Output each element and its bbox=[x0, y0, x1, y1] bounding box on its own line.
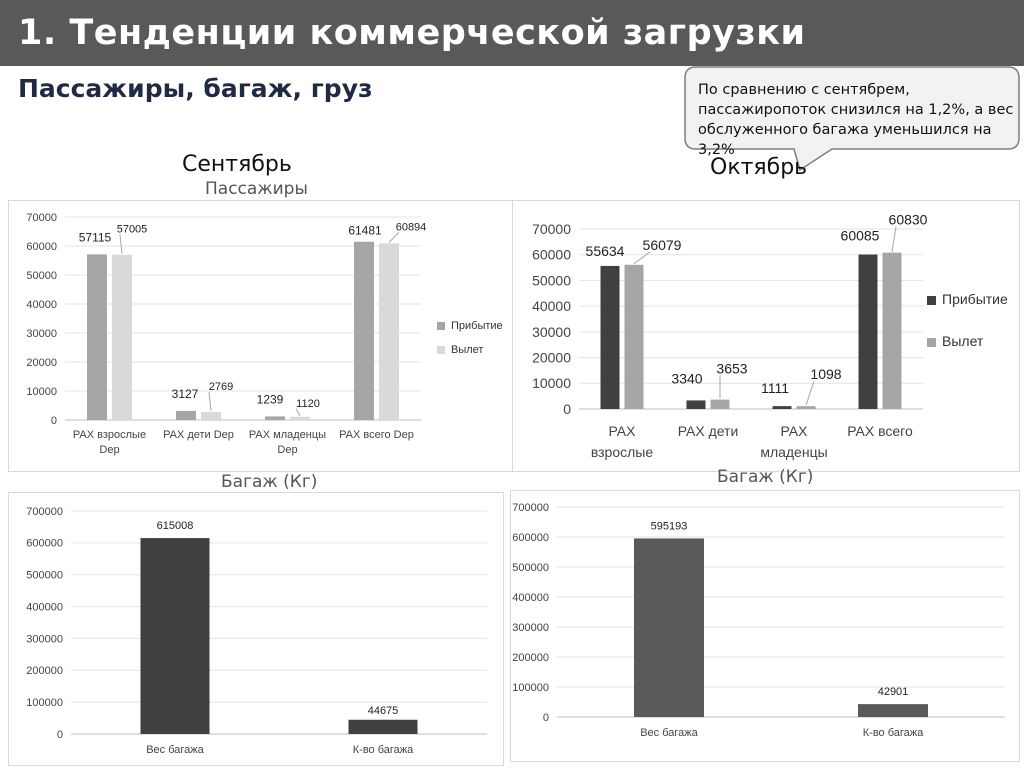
x-tick-label: К-во багажа bbox=[352, 744, 414, 756]
data-label-leader bbox=[634, 252, 650, 264]
data-label: 615008 bbox=[156, 520, 194, 533]
chart-title-sep-bag: Багаж (Кг) bbox=[221, 472, 318, 492]
x-tick-label: младенцы bbox=[760, 444, 828, 460]
y-tick-label: 700000 bbox=[512, 501, 549, 514]
data-label-leader bbox=[806, 381, 814, 405]
y-tick-label: 300000 bbox=[26, 633, 63, 646]
y-tick-label: 20000 bbox=[26, 356, 57, 369]
y-tick-label: 40000 bbox=[26, 298, 57, 311]
page-subtitle: Пассажиры, багаж, груз bbox=[18, 74, 373, 103]
y-tick-label: 600000 bbox=[26, 537, 63, 550]
y-tick-label: 10000 bbox=[532, 375, 571, 392]
data-label-leader bbox=[389, 232, 399, 242]
legend-swatch bbox=[927, 296, 936, 305]
x-tick-label: Dep bbox=[99, 444, 120, 456]
data-label: 57115 bbox=[78, 230, 112, 245]
y-tick-label: 70000 bbox=[532, 220, 571, 237]
y-tick-label: 100000 bbox=[512, 681, 549, 694]
chart-title-oct-bag: Багаж (Кг) bbox=[717, 467, 814, 487]
x-tick-label: PAX всего bbox=[847, 423, 913, 439]
data-label: 56079 bbox=[642, 236, 682, 253]
x-tick-label: PAX младенцы bbox=[248, 429, 327, 441]
bar bbox=[859, 254, 878, 409]
y-tick-label: 400000 bbox=[26, 601, 63, 614]
data-label-leader bbox=[296, 409, 300, 416]
data-label: 55634 bbox=[585, 242, 625, 259]
y-tick-label: 30000 bbox=[532, 323, 571, 340]
legend-swatch bbox=[927, 338, 936, 347]
data-label: 595193 bbox=[650, 520, 688, 533]
data-label: 2769 bbox=[208, 380, 234, 393]
legend-label: Вылет bbox=[451, 344, 484, 356]
data-label: 3340 bbox=[671, 370, 703, 387]
y-tick-label: 300000 bbox=[512, 621, 549, 634]
bar bbox=[354, 242, 374, 420]
header-bar bbox=[0, 0, 1024, 66]
legend-label: Прибытие bbox=[451, 320, 503, 332]
y-tick-label: 200000 bbox=[26, 665, 63, 678]
bar bbox=[290, 417, 310, 420]
data-label: 60894 bbox=[395, 221, 427, 234]
bar bbox=[625, 265, 644, 409]
legend-swatch bbox=[437, 322, 445, 330]
data-label: 3653 bbox=[716, 360, 748, 377]
legend-label: Прибытие bbox=[942, 291, 1008, 307]
data-label-leader bbox=[892, 227, 896, 252]
data-label-leader bbox=[120, 235, 122, 254]
bar bbox=[711, 400, 730, 409]
y-tick-label: 60000 bbox=[532, 246, 571, 263]
y-tick-label: 50000 bbox=[26, 269, 57, 282]
x-tick-label: PAX взрослые bbox=[72, 429, 147, 441]
y-tick-label: 500000 bbox=[512, 561, 549, 574]
y-tick-label: 200000 bbox=[512, 651, 549, 664]
x-tick-label: взрослые bbox=[590, 444, 654, 460]
data-label: 1239 bbox=[256, 392, 284, 407]
bar bbox=[634, 538, 704, 717]
y-tick-label: 70000 bbox=[26, 211, 57, 224]
y-tick-label: 100000 bbox=[26, 696, 63, 709]
month-label-september: Сентябрь bbox=[182, 152, 292, 177]
x-tick-label: PAX bbox=[608, 423, 636, 439]
chart-sep-pax-svg bbox=[9, 201, 515, 471]
y-tick-label: 0 bbox=[50, 414, 57, 427]
month-label-october: Октябрь bbox=[710, 155, 808, 180]
data-label: 44675 bbox=[367, 704, 399, 717]
y-tick-label: 600000 bbox=[512, 531, 549, 544]
data-label: 57005 bbox=[116, 223, 148, 236]
data-label: 60085 bbox=[840, 227, 880, 244]
bar bbox=[112, 255, 132, 420]
chart-sep-bag-svg bbox=[9, 493, 503, 765]
bar bbox=[379, 243, 399, 420]
chart-oct-pax bbox=[512, 200, 1020, 472]
y-tick-label: 500000 bbox=[26, 569, 63, 582]
y-tick-label: 0 bbox=[563, 400, 571, 417]
data-label-leader bbox=[209, 392, 211, 411]
bar bbox=[349, 720, 418, 734]
data-label: 3127 bbox=[171, 386, 199, 401]
x-tick-label: PAX всего Dep bbox=[339, 429, 414, 441]
y-tick-label: 400000 bbox=[512, 591, 549, 604]
bar bbox=[883, 253, 902, 409]
data-label: 42901 bbox=[877, 686, 909, 699]
chart-sep-bag bbox=[8, 492, 504, 766]
x-tick-label: PAX дети bbox=[677, 423, 739, 439]
bar bbox=[858, 704, 928, 717]
data-label: 61481 bbox=[348, 223, 382, 238]
bar bbox=[601, 266, 620, 409]
y-tick-label: 0 bbox=[542, 711, 549, 724]
x-tick-label: PAX дети Dep bbox=[163, 429, 234, 441]
y-tick-label: 30000 bbox=[26, 327, 57, 340]
bar bbox=[265, 416, 285, 420]
y-tick-label: 60000 bbox=[26, 240, 57, 253]
y-tick-label: 20000 bbox=[532, 349, 571, 366]
chart-sep-pax bbox=[8, 200, 516, 472]
callout-text: По сравнению с сентябрем, пассажиропоток снизился на 1,2%, а вес обслуженного багажа уменьшился на 3,2% bbox=[698, 82, 1014, 158]
legend-swatch bbox=[437, 346, 445, 354]
legend-label: Вылет bbox=[942, 333, 984, 349]
y-tick-label: 40000 bbox=[532, 298, 571, 315]
data-label: 1098 bbox=[810, 366, 842, 383]
bar bbox=[797, 406, 816, 409]
bar bbox=[201, 412, 221, 420]
page-title: 1. Тенденции коммерческой загрузки bbox=[18, 13, 806, 53]
y-tick-label: 0 bbox=[56, 728, 63, 741]
x-tick-label: Вес багажа bbox=[640, 727, 698, 739]
y-tick-label: 700000 bbox=[26, 505, 63, 518]
x-tick-label: Вес багажа bbox=[146, 744, 204, 756]
chart-oct-bag-svg bbox=[511, 491, 1019, 761]
bar bbox=[773, 406, 792, 409]
data-label: 1111 bbox=[760, 380, 790, 397]
chart-oct-bag bbox=[510, 490, 1020, 762]
x-tick-label: К-во багажа bbox=[862, 727, 924, 739]
bar bbox=[87, 254, 107, 420]
data-label: 60830 bbox=[888, 211, 928, 228]
chart-title-sep-pax: Пассажиры bbox=[205, 179, 308, 199]
y-tick-label: 50000 bbox=[532, 272, 571, 289]
bar bbox=[141, 538, 210, 734]
x-tick-label: Dep bbox=[277, 444, 298, 456]
chart-oct-pax-svg bbox=[513, 201, 1019, 471]
bar bbox=[176, 411, 196, 420]
y-tick-label: 10000 bbox=[26, 385, 57, 398]
data-label: 1120 bbox=[296, 397, 320, 410]
x-tick-label: PAX bbox=[780, 423, 808, 439]
bar bbox=[687, 400, 706, 409]
